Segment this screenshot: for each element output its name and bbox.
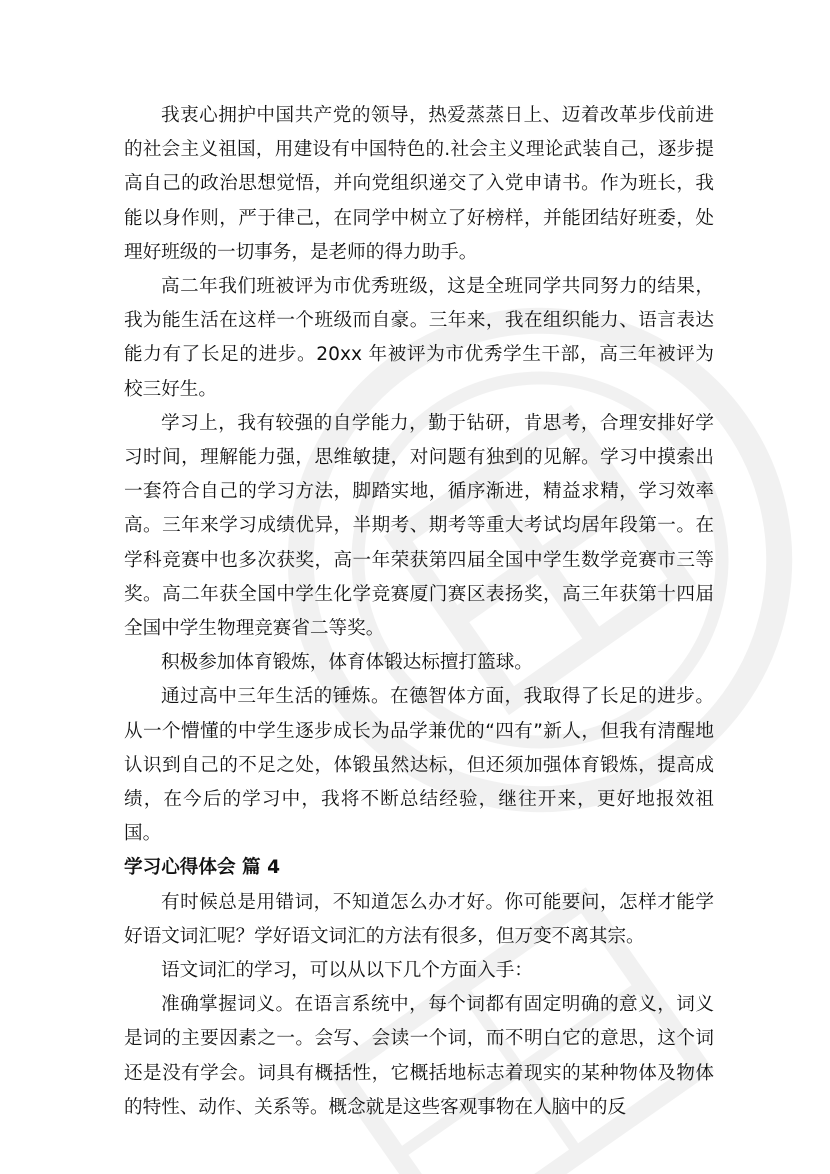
paragraph-8: 准确掌握词义。在语言系统中，每个词都有固定明确的意义，词义是词的主要因素之一。会写、会读一个词，而不明白它的意思，这个词还是没有学会。词具有概括性，它概括地标志着现实的某种物体及物体的特性、动作、关系等。概念就是这些客观事物在人脑中的反 — [124, 994, 714, 1118]
paragraph-5: 通过高中三年生活的锤炼。在德智体方面，我取得了长足的进步。从一个懵懂的中学生逐步成长为品学兼优的“四有”新人，但我有清醒地认识到自己的不足之处，体锻虽然达标，但还须加强体育锻炼，提高成绩，在今后的学习中，我将不断总结经验，继往开来，更好地报效祖国。 — [124, 686, 714, 845]
paragraph-1: 我衷心拥护中国共产党的领导，热爱蒸蒸日上、迈着改革步伐前进的社会主义祖国，用建设有中国特色的.社会主义理论武装自己，逐步提高自己的政治思想觉悟，并向党组织递交了入党申请书。作为班长，我能以身作则，严于律己，在同学中树立了好榜样，并能团结好班委，处理好班级的一切事务，是老师的得力助手。 — [124, 105, 714, 263]
paragraph-3: 学习上，我有较强的自学能力，勤于钻研，肯思考，合理安排好学习时间，理解能力强，思维敏捷，对问题有独到的见解。学习中摸索出一套符合自己的学习方法，脚踏实地，循序渐进，精益求精，学习效率高。三年来学习成绩优异，半期考、期考等重大考试均居年段第一。在学科竞赛中也多次获奖，高一年荣获第四届全国中学生数学竞赛市三等奖。高二年获全国中学生化学竞赛厦门赛区表扬奖，高三年获第十四届全国中学生物理竞赛省二等奖。 — [124, 412, 714, 640]
paragraph-2: 高二年我们班被评为市优秀班级，这是全班同学共同努力的结果，我为能生活在这样一个班级而自豪。三年来，我在组织能力、语言表达能力有了长足的进步。20xx 年被评为市优秀学生干部，高三年被评为校三好生。 — [124, 276, 714, 400]
paragraph-6: 有时候总是用错词，不知道怎么办才好。你可能要问，怎样才能学好语文词汇呢？学好语文词汇的方法有很多，但万变不离其宗。 — [124, 891, 714, 947]
paragraph-7: 语文词汇的学习，可以从以下几个方面入手： — [161, 960, 533, 982]
document-body — [124, 99, 714, 1125]
section-heading: 学习心得体会 篇 4 — [124, 857, 281, 879]
paragraph-4: 积极参加体育锻炼，体育体锻达标擅打篮球。 — [161, 652, 533, 674]
